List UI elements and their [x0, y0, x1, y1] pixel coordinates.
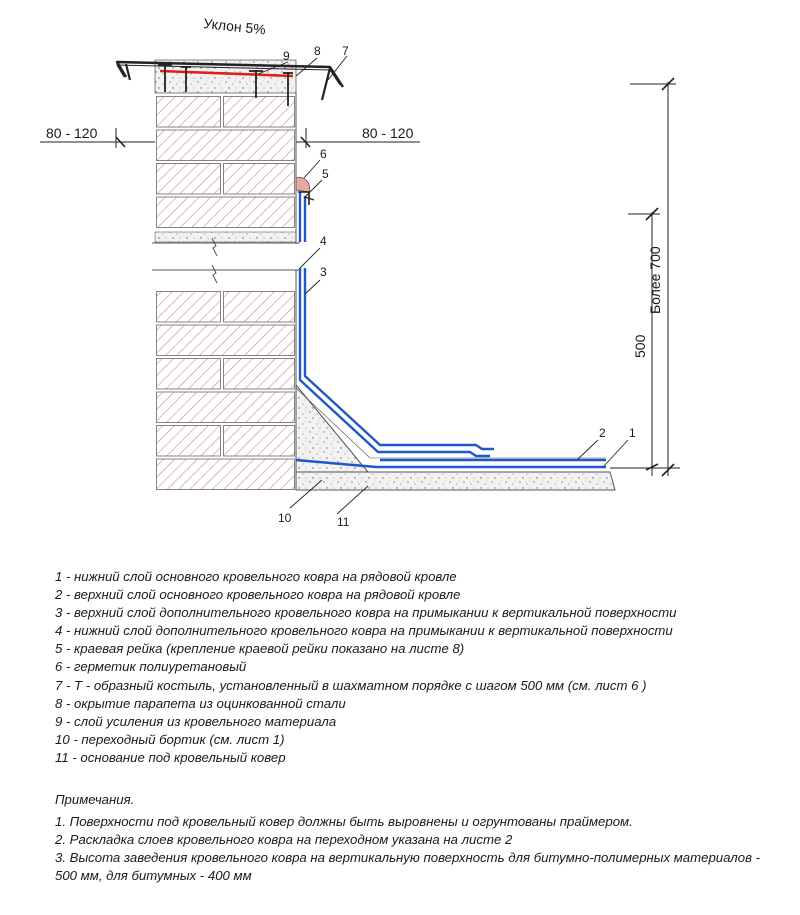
brick [157, 359, 221, 390]
dim-right-label: 80 - 120 [362, 125, 414, 141]
brick [157, 325, 295, 356]
legend-item-1: 1 - нижний слой основного кровельного ковра на рядовой кровле [55, 569, 457, 584]
callout-2: 2 [599, 426, 606, 440]
legend-item-5: 5 - краевая рейка (крепление краевой рейки показано на листе 8) [55, 641, 465, 657]
note-item-1: 1. Поверхности под кровельный ковер должны быть выровнены и огрунтованы праймером. [55, 813, 633, 829]
legend-item-11: 11 - основание под кровельный ковер [55, 749, 286, 765]
coping-drip-left [126, 64, 130, 80]
roofing-membrane [296, 192, 606, 467]
callout-3: 3 [320, 265, 327, 279]
base-under-roofing [296, 472, 615, 490]
callout-1: 1 [629, 426, 636, 440]
callout-11: 11 [337, 515, 350, 529]
coping-drip-right [322, 68, 330, 100]
callout-10: 10 [278, 511, 292, 525]
brick [224, 359, 295, 390]
notes-list [55, 813, 785, 885]
legend-item-10: 10 - переходный бортик (см. лист 1) [55, 731, 285, 747]
callout-9: 9 [283, 49, 290, 63]
legend-list [55, 568, 785, 767]
dimension-lines [40, 78, 680, 476]
brick [157, 459, 295, 490]
brick [224, 164, 295, 195]
dim-left-label: 80 - 120 [46, 125, 98, 141]
legend-item-9: 9 - слой усиления из кровельного материала [55, 713, 337, 729]
brick [157, 392, 295, 423]
brick [157, 164, 221, 195]
legend-item-7: 7 - Т - образный костыль, установленный в шахматном порядке с шагом 500 мм (см. лист 6 ) [55, 677, 647, 693]
brick [224, 426, 295, 457]
legend-item-3: 3 - верхний слой дополнительного кровельного ковра на примыкании к вертикальной поверхности [55, 605, 677, 621]
legend-item-4: 4 - нижний слой дополнительного кровельного ковра на примыкании к вертикальной поверхности [55, 623, 673, 639]
roof-base [296, 385, 615, 490]
note-item-2: 2. Раскладка слоев кровельного ковра на переходном указана на листе 2 [55, 831, 513, 847]
layer-3-upper-additional [305, 268, 494, 449]
brick [157, 292, 221, 323]
callout-8: 8 [314, 44, 321, 58]
notes-title: Примечания. [55, 792, 135, 807]
brick-parapet [152, 60, 300, 490]
brick [157, 97, 221, 128]
brick [224, 292, 295, 323]
parapet-lower-mortar [155, 232, 296, 242]
legend-item-2: 2 - верхний слой основного кровельного ковра на рядовой кровле [55, 587, 461, 603]
dim-700-label: Более 700 [647, 246, 663, 314]
sealant [296, 177, 310, 192]
callout-6: 6 [320, 147, 327, 161]
legend-item-8: 8 - окрытие парапета из оцинкованной стали [55, 695, 346, 711]
callout-4: 4 [320, 234, 327, 248]
callout-5: 5 [322, 167, 329, 181]
brick [157, 197, 295, 228]
bricks-upper [157, 97, 295, 228]
dim-500-label: 500 [632, 334, 648, 358]
brick [157, 426, 221, 457]
legend-item-6: 6 - герметик полиуретановый [55, 659, 247, 675]
note-item-3: 3. Высота заведения кровельного ковра на вертикальную поверхность для битумно-полимерных материалов - 500 мм, для битумных - 400 мм [55, 849, 761, 883]
bricks-lower [157, 292, 295, 490]
callout-7: 7 [342, 44, 349, 58]
slope-label: Уклон 5% [202, 15, 267, 38]
brick [157, 130, 295, 161]
notes-section [55, 791, 785, 885]
break-line-lower [152, 265, 300, 283]
brick [224, 97, 295, 128]
